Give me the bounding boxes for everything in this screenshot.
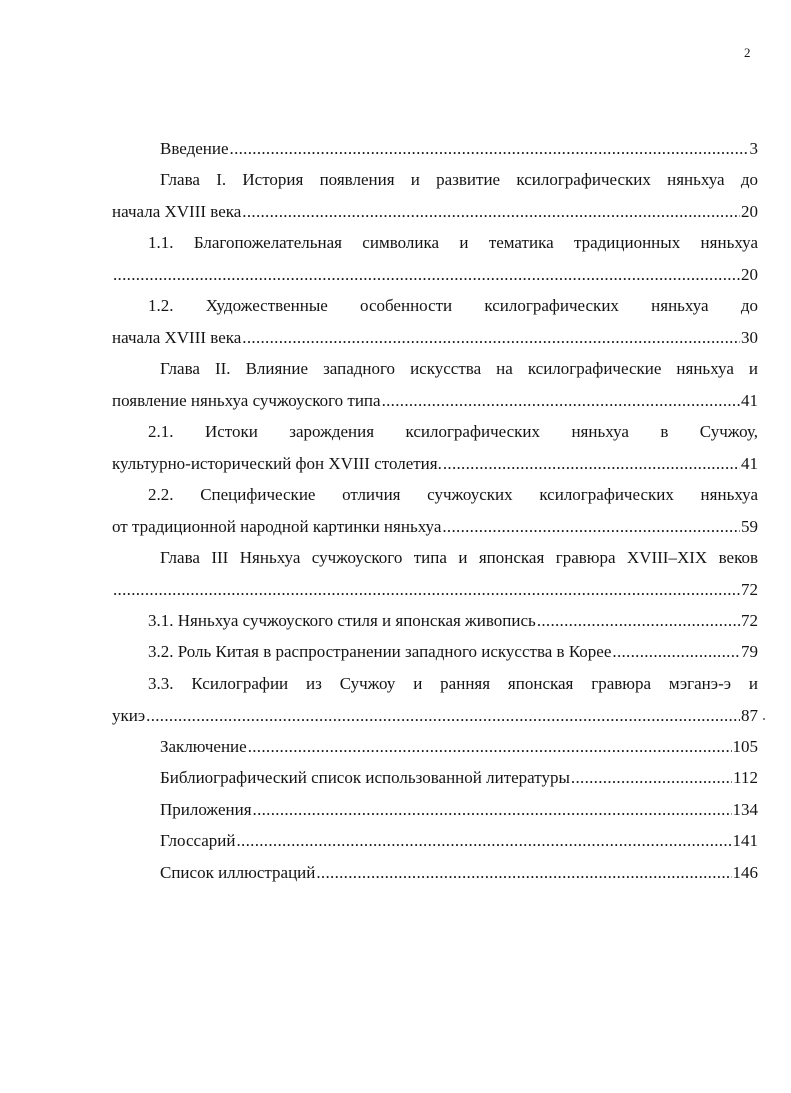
toc-leader-dots	[382, 385, 740, 417]
toc-entry-bibliography[interactable]	[112, 762, 758, 794]
toc-entry-appendices[interactable]	[112, 794, 758, 826]
toc-entry-page: 87	[741, 705, 758, 725]
toc-entry-page: 20	[741, 201, 758, 221]
scan-speck	[763, 718, 765, 720]
toc-entry-page: 141	[732, 831, 758, 850]
toc-entry-section-2-2[interactable]	[112, 479, 758, 542]
toc-leader-dots	[248, 731, 732, 763]
toc-leader-dots	[537, 605, 740, 637]
toc-leader-dots	[242, 196, 740, 228]
toc-entry-title: Заключение	[160, 737, 247, 756]
toc-leader-dots	[237, 825, 732, 857]
toc-entry-page: 30	[741, 327, 758, 347]
toc-entry-page: 72	[741, 579, 758, 599]
toc-entry-section-3-2[interactable]	[112, 636, 758, 668]
toc-entry-introduction[interactable]	[112, 133, 758, 165]
toc-entry-title-continued: укиэ	[112, 705, 146, 725]
toc-entry-chapter-2[interactable]	[112, 353, 758, 416]
toc-leader-dots	[571, 762, 732, 794]
toc-leader-dots	[113, 574, 740, 606]
toc-entry-page: 72	[741, 611, 758, 630]
toc-leader-dots	[146, 700, 740, 732]
toc-entry-title-continued: от традиционной народной картинки няньхуа	[112, 516, 442, 536]
toc-entry-title: 1.2. Художественные особенности ксилографических няньхуа до	[148, 296, 758, 315]
toc-entry-title: 3.1. Няньхуа сучжоуского стиля и японская живопись	[148, 611, 536, 630]
toc-entry-page: 146	[732, 863, 758, 882]
toc-entry-chapter-1[interactable]	[112, 164, 758, 227]
toc-entry-title-continued: начала XVIII века	[112, 327, 242, 347]
toc-entry-title: 1.1. Благопожелательная символика и тематика традиционных няньхуа	[148, 233, 758, 252]
toc-entry-page: 105	[732, 737, 758, 756]
toc-entry-page: 112	[733, 768, 758, 787]
toc-entry-illustrations[interactable]	[112, 857, 758, 889]
toc-entry-title: Библиографический список использованной литературы	[160, 768, 570, 787]
toc-entry-title: Список иллюстраций	[160, 863, 316, 882]
toc-entry-page: 134	[732, 800, 758, 819]
toc-entry-glossary[interactable]	[112, 825, 758, 857]
toc-entry-page: 41	[741, 453, 758, 473]
toc-entry-page: 41	[741, 390, 758, 410]
toc-entry-title: 3.3. Ксилографии из Сучжоу и ранняя японская гравюра мэганэ-э и	[148, 674, 758, 693]
toc-entry-title: Глоссарий	[160, 831, 236, 850]
toc-entry-title: 2.1. Истоки зарождения ксилографических няньхуа в Сучжоу,	[148, 422, 758, 441]
toc-entry-page: 3	[749, 139, 758, 158]
toc-entry-title-continued: появление няньхуа сучжоуского типа	[112, 390, 381, 410]
toc-leader-dots	[612, 636, 740, 668]
toc-entry-section-1-1[interactable]	[112, 227, 758, 290]
toc-leader-dots	[316, 857, 731, 889]
toc-entry-section-3-3[interactable]	[112, 668, 758, 731]
toc-entry-title: Приложения	[160, 800, 252, 819]
toc-leader-dots	[443, 448, 740, 480]
page-number: 2	[744, 45, 751, 60]
toc-leader-dots	[242, 322, 740, 354]
toc-leader-dots	[442, 511, 740, 543]
toc-entry-title: Глава II. Влияние западного искусства на ксилографические няньхуа и	[160, 359, 758, 378]
toc-entry-title: 2.2. Специфические отличия сучжоуских ксилографических няньхуа	[148, 485, 758, 504]
toc-leader-dots	[253, 794, 732, 826]
toc-entry-title: Глава I. История появления и развитие ксилографических няньхуа до	[160, 170, 758, 189]
toc-entry-page: 59	[741, 516, 758, 536]
toc-leader-dots	[113, 259, 740, 291]
toc-entry-conclusion[interactable]	[112, 731, 758, 763]
toc-entry-section-1-2[interactable]	[112, 290, 758, 353]
toc-leader-dots	[230, 133, 749, 165]
toc-entry-title: Введение	[160, 139, 229, 158]
toc-entry-section-3-1[interactable]	[112, 605, 758, 637]
toc-entry-title-continued: культурно-исторический фон XVIII столетия.	[112, 453, 442, 473]
toc-entry-section-2-1[interactable]	[112, 416, 758, 479]
toc-entry-page: 79	[741, 642, 758, 661]
toc-entry-title-continued: начала XVIII века	[112, 201, 242, 221]
toc-entry-title: 3.2. Роль Китая в распространении западного искусства в Корее	[148, 642, 612, 661]
toc-entry-title: Глава III Няньхуа сучжоуского типа и японская гравюра XVIII–XIX веков	[160, 548, 758, 567]
toc-entry-page: 20	[741, 264, 758, 284]
toc-entry-chapter-3[interactable]	[112, 542, 758, 605]
